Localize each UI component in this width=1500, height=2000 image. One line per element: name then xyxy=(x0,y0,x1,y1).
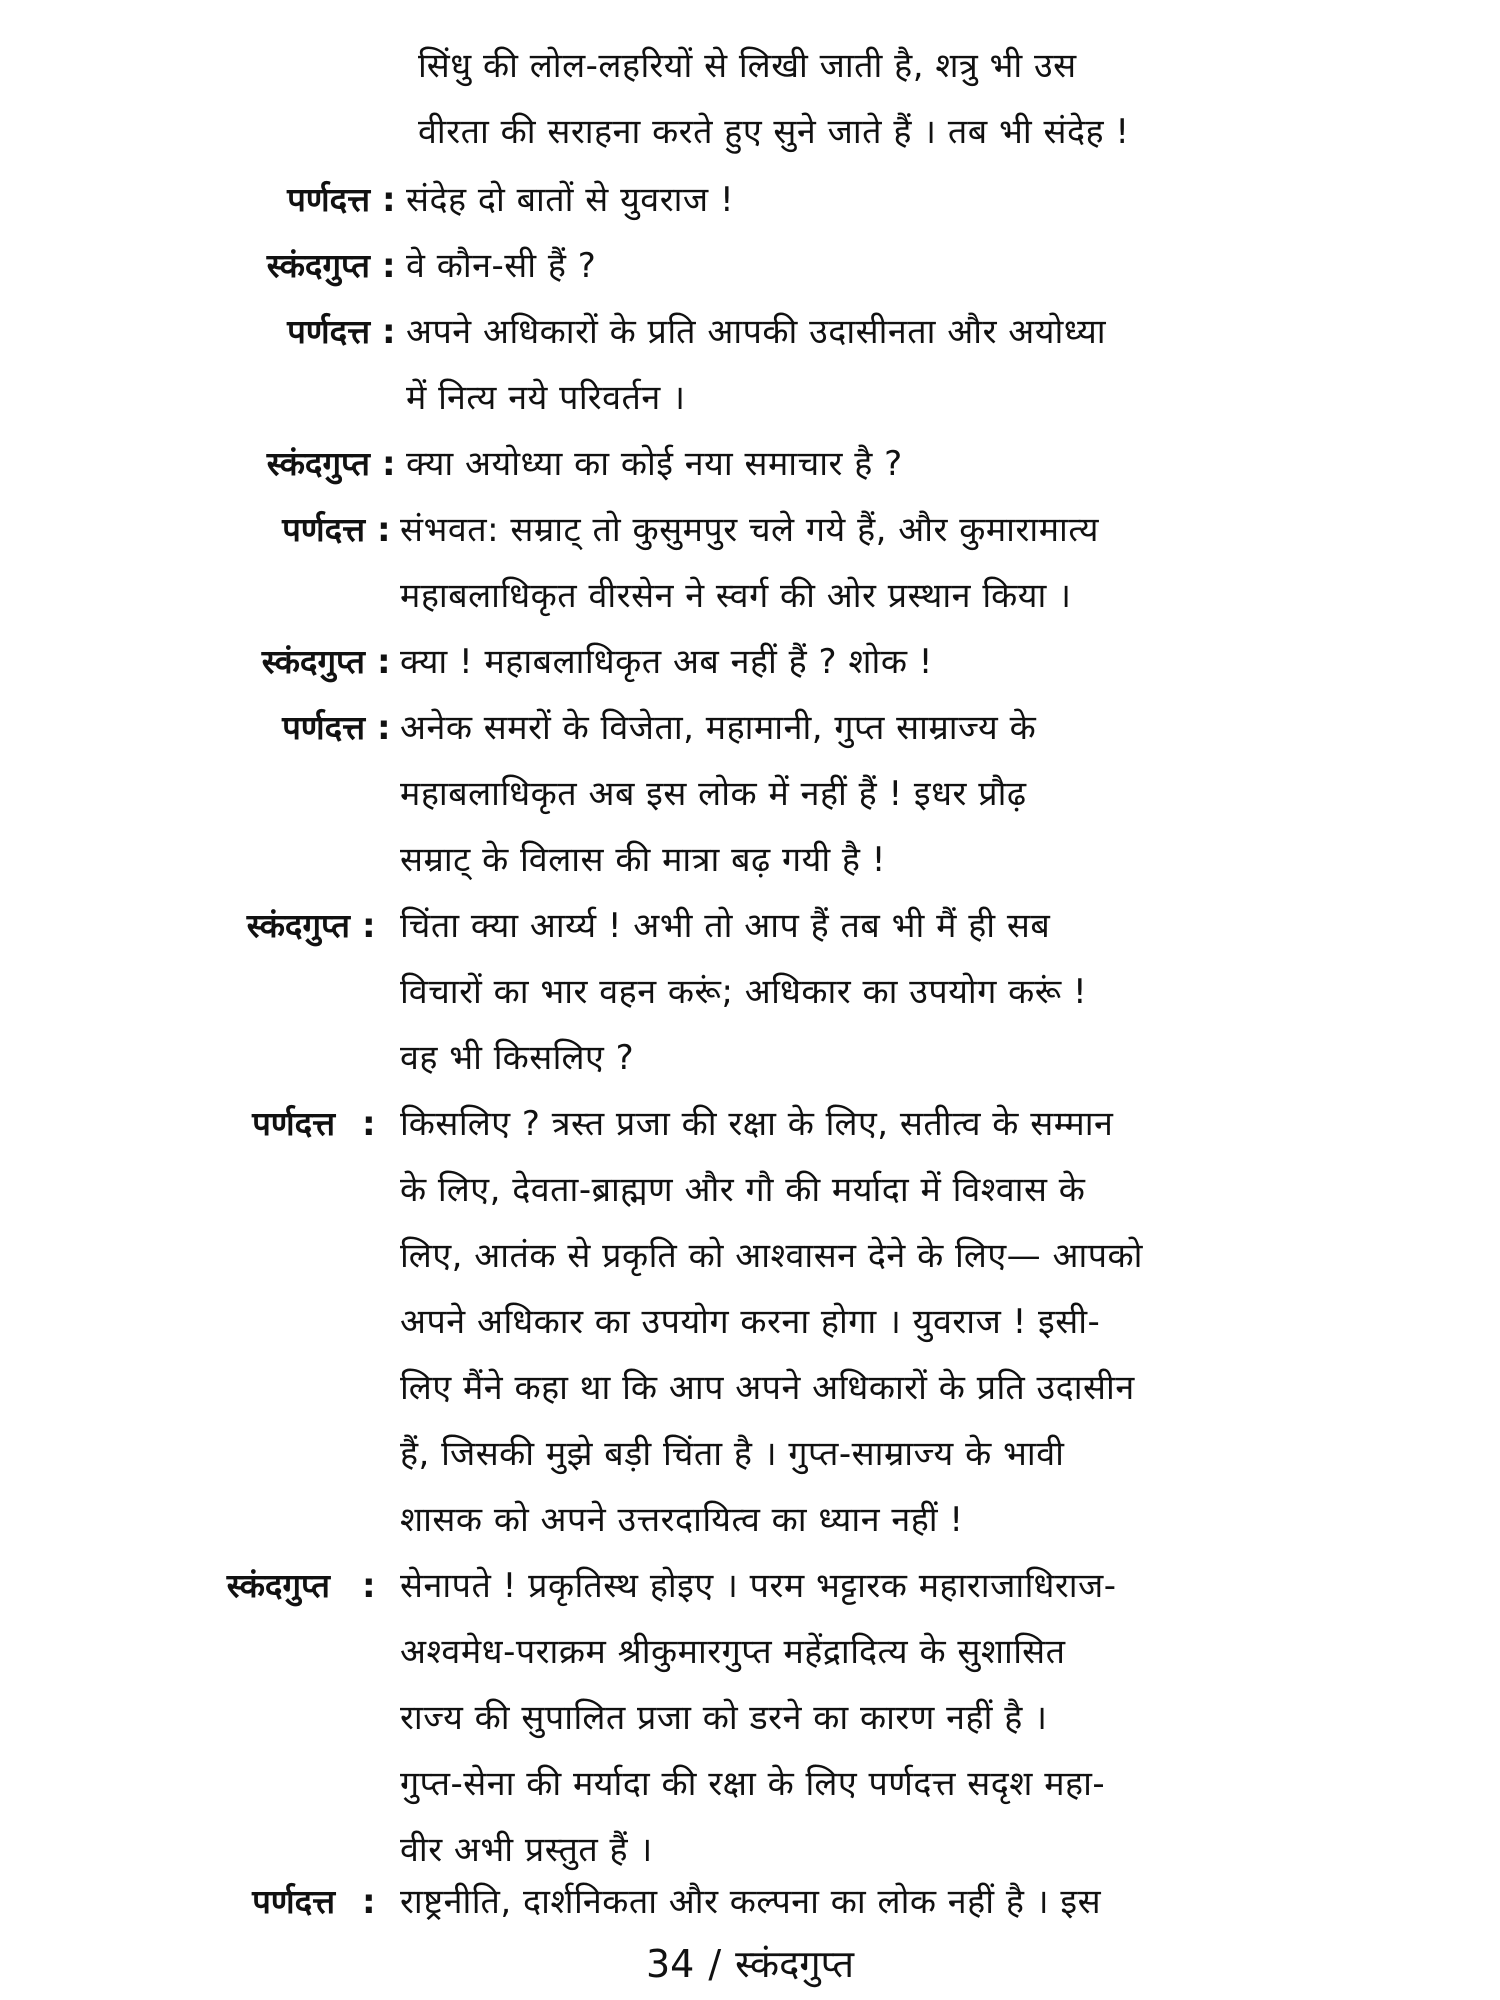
speaker-name: स्कंदगुप्त xyxy=(246,906,350,945)
dialogue-line: विचारों का भार वहन करूं; अधिकार का उपयोग करूं ! xyxy=(400,972,1088,1012)
dialogue-line: अनेक समरों के विजेता, महामानी, गुप्त साम्राज्य के xyxy=(400,708,1037,748)
speaker-colon: : xyxy=(377,510,391,550)
speaker-name: पर्णदत्त xyxy=(282,510,365,549)
footer-separator: / xyxy=(708,1942,722,1986)
dialogue-line: राष्ट्रनीति, दार्शनिकता और कल्पना का लोक नहीं है । इस xyxy=(400,1882,1102,1922)
speaker-colon: : xyxy=(382,444,396,484)
speaker-colon: : xyxy=(377,642,391,682)
speaker-colon: : xyxy=(362,1104,376,1144)
dialogue-line: चिंता क्या आर्य्य ! अभी तो आप हैं तब भी मैं ही सब xyxy=(400,906,1051,946)
dialogue-line: वीर अभी प्रस्तुत हैं । xyxy=(400,1830,653,1870)
dialogue-line: के लिए, देवता-ब्राह्मण और गौ की मर्यादा में विश्वास के xyxy=(400,1170,1086,1210)
dialogue-line: में नित्य नये परिवर्तन । xyxy=(406,378,686,418)
speaker-colon: : xyxy=(377,708,391,748)
speaker-name: पर्णदत्त xyxy=(287,180,370,219)
speaker-name: स्कंदगुप्त xyxy=(266,444,370,483)
dialogue-line: गुप्त-सेना की मर्यादा की रक्षा के लिए पर्णदत्त सदृश महा- xyxy=(400,1764,1106,1804)
dialogue-line: लिए, आतंक से प्रकृति को आश्वासन देने के लिए— आपको xyxy=(400,1236,1143,1276)
speaker-name: पर्णदत्त xyxy=(252,1104,335,1143)
speaker-name: स्कंदगुप्त xyxy=(261,642,365,681)
dialogue-line: वे कौन-सी हैं ? xyxy=(406,246,597,286)
dialogue-line: सम्राट् के विलास की मात्रा बढ़ गयी है ! xyxy=(400,840,886,880)
dialogue-line: हैं, जिसकी मुझे बड़ी चिंता है । गुप्त-साम्राज्य के भावी xyxy=(400,1434,1065,1474)
speaker-colon: : xyxy=(382,246,396,286)
dialogue-line: अपने अधिकार का उपयोग करना होगा । युवराज ! इसी- xyxy=(400,1302,1101,1342)
dialogue-line: महाबलाधिकृत वीरसेन ने स्वर्ग की ओर प्रस्थान किया । xyxy=(400,576,1072,616)
dialogue-line: वह भी किसलिए ? xyxy=(400,1038,635,1078)
dialogue-line: अपने अधिकारों के प्रति आपकी उदासीनता और अयोध्या xyxy=(406,312,1107,352)
speaker-name: पर्णदत्त xyxy=(282,708,365,747)
dialogue-line: लिए मैंने कहा था कि आप अपने अधिकारों के प्रति उदासीन xyxy=(400,1368,1135,1408)
speaker-colon: : xyxy=(382,180,396,220)
dialogue-line: महाबलाधिकृत अब इस लोक में नहीं हैं ! इधर प्रौढ़ xyxy=(400,774,1027,814)
dialogue-line: सेनापते ! प्रकृतिस्थ होइए । परम भट्टारक महाराजाधिराज- xyxy=(400,1566,1117,1606)
page-footer xyxy=(0,1938,1500,1990)
dialogue-line: शासक को अपने उत्तरदायित्व का ध्यान नहीं ! xyxy=(400,1500,964,1540)
dialogue-line: संभवत: सम्राट् तो कुसुमपुर चले गये हैं, और कुमारामात्य xyxy=(400,510,1099,550)
page-number: 34 xyxy=(645,1942,695,1986)
dialogue-line: वीरता की सराहना करते हुए सुने जाते हैं । तब भी संदेह ! xyxy=(418,112,1130,152)
speaker-colon: : xyxy=(362,906,376,946)
dialogue-line: संदेह दो बातों से युवराज ! xyxy=(406,180,735,220)
book-title: स्कंदगुप्त xyxy=(735,1942,855,1986)
dialogue-line: क्या अयोध्या का कोई नया समाचार है ? xyxy=(406,444,903,484)
dialogue-line: क्या ! महाबलाधिकृत अब नहीं हैं ? शोक ! xyxy=(400,642,933,682)
speaker-colon: : xyxy=(362,1882,376,1922)
speaker-colon: : xyxy=(362,1566,376,1606)
speaker-name: स्कंदगुप्त xyxy=(266,246,370,285)
dialogue-line: अश्वमेध-पराक्रम श्रीकुमारगुप्त महेंद्रादित्य के सुशासित xyxy=(400,1632,1066,1672)
dialogue-line: राज्य की सुपालित प्रजा को डरने का कारण नहीं है । xyxy=(400,1698,1048,1738)
speaker-colon: : xyxy=(382,312,396,352)
speaker-name: स्कंदगुप्त xyxy=(226,1566,330,1605)
speaker-name: पर्णदत्त xyxy=(287,312,370,351)
speaker-name: पर्णदत्त xyxy=(252,1882,335,1921)
dialogue-line: सिंधु की लोल-लहरियों से लिखी जाती है, शत्रु भी उस xyxy=(418,46,1077,86)
dialogue-line: किसलिए ? त्रस्त प्रजा की रक्षा के लिए, सतीत्व के सम्मान xyxy=(400,1104,1114,1144)
